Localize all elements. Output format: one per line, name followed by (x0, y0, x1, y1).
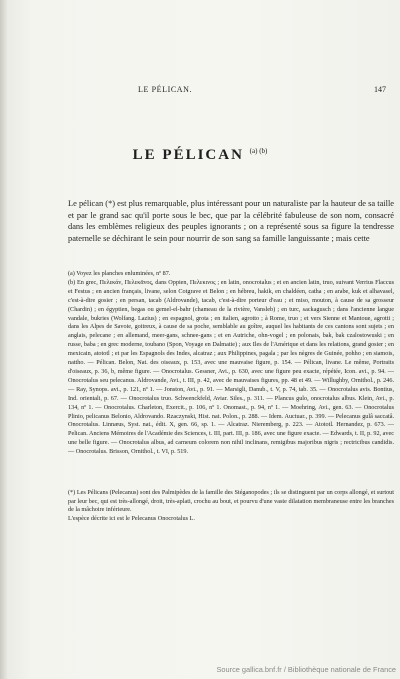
species-note (68, 489, 394, 524)
page-gutter (0, 0, 8, 679)
chapter-title (0, 147, 400, 164)
footnotes (68, 270, 394, 457)
species-note-name: L'espèce décrite ici est le Pelecanus Onocrotalus L. (68, 515, 195, 523)
chapter-title-text: LE PÉLICAN (132, 147, 244, 163)
footnote-b: (b) En grec, Πελεκάν, Πελεκᾶνος, dans Oppien, Πελεκινος ; en latin, onocrotalus ; et en ancien latin, truo, suivant Verrius Flaccus et Festus ; en ancien français, livane, selon Cotgrave et Belon ; en hébreu, hakik, en chaldéen, catha ; en arabe, kuk et alhavasel, c'est-à-dire gosier ; en persan, tacab (Aldrovande), tacab, c'est-à-dire porteur d'eau ; et miso, mouton, à cause de sa grosseur (Chardin) ; en égyptien, begas ou gemel-el-bahr (chameau de la rivière, Vansleb) ; en turc, sackagusch ; dans l'ancienne langue vandale, bukries (Wolfang. Lazius) ; en espagnol, grota ; en italien, agrotto ; à Rome, truo ; et vers Sienne et Mantoue, agrotti ; dans les Alpes de Savoie, goitreux, à cause de sa poche, semblable au goître, auquel les habitants de ces cantons sont sujets ; en anglais, pelecane ; en allemand, meer-gans, schnee-gans ; et en Autriche, ohn-vogel ; en polonais, bak, bak czalostowuski ; en russe, baba ; en grec moderne, toubano (Spon, Voyage en Dalmatie) ; aux Iles de l'Amérique et dans les relations, grand gosier ; en mexicain, atototl ; et par les Espagnols des Indes, alcatraz ; aux Philippines, pagala ; par les nègres de Guinée, pohho ; en siamois, nattho. — Pélican. Belon, Nat. des oiseaux, p. 153, avec une mauvaise figure, p. 154. — Pélican, livane. Le même, Portraits d'oiseaux, p. 36, b, même figure. — Onocrotalus. Gessner, Avi., p. 630, avec une figure peu exacte, répétée, Icon. avi., p. 94. — Onocrotalus seu pelecanus. Aldrovande, Avi., t. III, p. 42, avec de mauvaises figures, pp. 48 et 49. — Willughby, Ornithol., p. 246. — Ray, Synops. avi., p. 121, nº 1. — Jonston, Avi., p. 91. — Marsigli, Danub., t. V, p. 74, tab. 35. — Onocrotalus avis. Bontius, Ind. orientali, p. 67. — Onocrotalus truo. Schwenckfeld, Aviar. Siles., p. 311. — Plancus gulo, onocrotalus albus. Klein, Avi., p. 134, nº 1. — Onocrotalus. Charleton, Exercit., p. 106, nº 1. Onomast., p. 94, nº 1. — Moehring, Avi., gen. 63. — Onocrotalus Plinio, pelicanus Belonio, Aldrovando. Rzaczynski, Hist. nat. Polon., p. 288. — Idem. Auctuar., p. 399. — Pelecanus gulâ saccatâ. Onocrotalus. Linnæus, Syst. nat., édit. X, gen. 66, sp. 1. — Alcatraz. Nieremberg, p. 223. — Atototl. Hernandez, p. 673. — Pelican. Anciens Mémoires de l'Académie des Sciences, t. III, part. III, p. 186, avec une figure exacte. — Edwards, t. II, p. 92, avec une belle figure. — Onocrotalus albus, ad carneum colorem non nihil inclinans, remigibus majoribus nigris ; rectricibus candidis. — Onocrotalus. Brisson, Ornithol., t. VI, p. 519. (68, 278, 394, 456)
page-number: 147 (374, 85, 386, 94)
species-note-text: (*) Les Pélicans (Pelecanus) sont des Palmipèdes de la famille des Stéganopodes ; ils se distinguent par un corps allongé, et surtout par leur bec, qui est très-allongé, droit, très-aplati, crochu au bout, et pourvu d'une vaste dilatation membraneuse entre les branches de la mâchoire inférieure. (68, 489, 394, 514)
footnote-a: (a) Voyez les planches enluminées, nº 87. (68, 270, 171, 277)
page-header (130, 85, 394, 95)
running-head: LE PÉLICAN. (138, 85, 193, 94)
source-credit: Source gallica.bnf.fr / Bibliothèque nationale de France (216, 665, 396, 674)
chapter-title-notes: (a) (b) (249, 147, 268, 155)
body-paragraph: Le pélican (*) est plus remarquable, plus intéressant pour un naturaliste par la hauteur de sa taille et par le grand sac qu'il porte sous le bec, que par la célébrité fabuleuse de son nom, consacré dans les emblèmes religieux des peuples ignorants ; on a représenté sous sa figure la tendresse paternelle se déchirant le sein pour nourrir de son sang sa famille languissante ; mais cette (68, 199, 394, 244)
